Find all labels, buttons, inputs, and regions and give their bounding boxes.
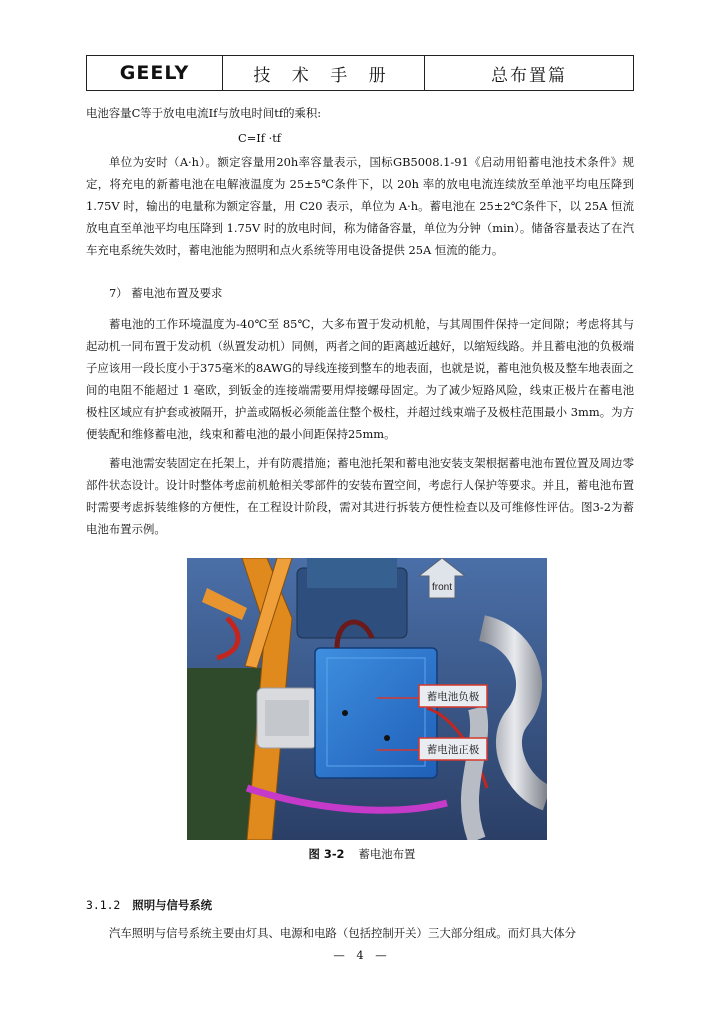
paragraph-lighting-intro: 汽车照明与信号系统主要由灯具、电源和电路（包括控制开关）三大部分组成。而灯具大体分 — [109, 926, 577, 940]
paragraph-battery-mounting: 蓄电池需安装固定在托架上，并有防震措施；蓄电池托架和蓄电池安装支架根据蓄电池布置位置及周边零部件状态设计。设计时整体考虑前机舱相关零部件的安装布置空间，考虑行人保护等要求。并且，蓄电池布置时需要考虑拆装维修的方便性，在工程设计阶段，需对其进行拆装方便性检查以及可维修性评估。图3-2为蓄电池布置示例。 — [86, 456, 634, 536]
figure-caption-text: 蓄电池布置 — [358, 847, 416, 861]
header-section-title: 总布置篇 — [491, 65, 567, 86]
page-header — [86, 55, 634, 91]
figure-caption — [0, 846, 724, 862]
battery-positive-label: 蓄电池正极 — [426, 744, 480, 756]
capacity-formula: C=If ·tf — [238, 131, 282, 145]
header-brand: GEELY — [87, 56, 223, 90]
section-number: 3.1.2 — [86, 898, 121, 912]
heading-battery-layout: 7） 蓄电池布置及要求 — [109, 286, 223, 300]
header-manual-title: 技 术 手 册 — [223, 56, 425, 90]
section-title: 照明与信号系统 — [132, 898, 213, 912]
paragraph-battery-requirements: 蓄电池的工作环境温度为-40℃至 85℃，大多布置于发动机舱，与其周围件保持一定间隙；考虑将其与起动机一同布置于发动机（纵置发动机）同侧，两者之间的距离越近越好，以缩短线路。并且蓄电池的负极端子应该用一段长度小于375毫米的8AWG的导线连接到整车的地表面，也就是说，蓄电池负极及整车地表面之间的电阻不能超过 1 毫欧，到钣金的连接端需要用焊接螺母固定。为了减少短路风险，线束正极片在蓄电池极柱区域应有护套或被隔开，护盖或隔板必须能盖住整个极柱，并超过线束端子及极柱范围最小 3mm。为方便装配和维修蓄电池，线束和蓄电池的最小间距保持25mm。 — [86, 317, 634, 441]
front-direction-label: front — [431, 582, 453, 593]
battery-negative-label: 蓄电池负极 — [426, 691, 480, 703]
paragraph-capacity-definition: 电池容量C等于放电电流If与放电时间tf的乘积: — [86, 106, 322, 120]
battery-layout-figure — [187, 558, 547, 840]
battery-layout-illustration — [187, 558, 547, 840]
figure-caption-number: 图 3-2 — [308, 847, 345, 861]
paragraph-capacity-units: 单位为安时（A·h）。额定容量用20h率容量表示，国标GB5008.1-91《启动用铅蓄电池技术条件》规定，将充电的新蓄电池在电解液温度为 25±5℃条件下，以 20h 率的放电电流连续放至单池平均电压降到 1.75V 时，输出的电量称为额定容量，用 C20 表示，单位为 A·h。蓄电池在 25±2℃条件下，以 25A 恒流放电直至单池平均电压降到 1.75V 时的放电时间，称为储备容量，单位为分钟（min）。储备容量表达了在汽车充电系统失效时，蓄电池能为照明和点火系统等用电设备提供 25A 恒流的能力。 — [86, 155, 634, 257]
page-number: — 4 — — [333, 948, 391, 962]
section-heading — [86, 897, 212, 913]
